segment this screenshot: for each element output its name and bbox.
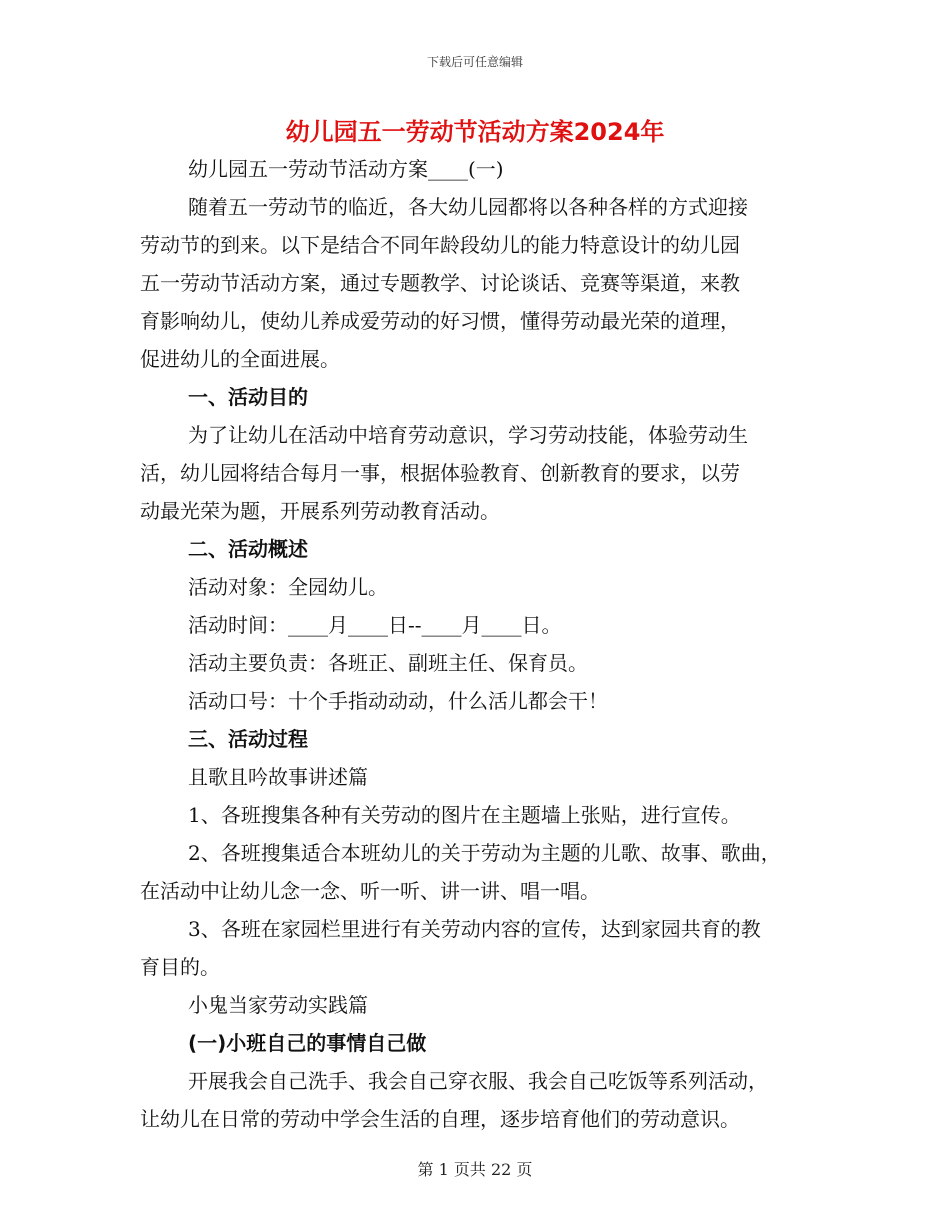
subsection-label: 且歌且吟故事讲述篇 (188, 765, 368, 789)
paragraph-line: 活动主要负责：各班正、副班主任、保育员。 (188, 651, 588, 675)
page-number: 第 1 页共 22 页 (417, 1160, 533, 1179)
section-heading: 一、活动目的 (188, 385, 308, 409)
subsection-heading: (一)小班自己的事情自己做 (188, 1031, 427, 1055)
paragraph-line: 随着五一劳动节的临近，各大幼儿园都将以各种各样的方式迎接 (188, 195, 748, 219)
paragraph-line: 让幼儿在日常的劳动中学会生活的自理，逐步培育他们的劳动意识。 (140, 1107, 740, 1131)
paragraph-line: 活动对象：全园幼儿。 (188, 575, 388, 599)
paragraph-line: 五一劳动节活动方案，通过专题教学、讨论谈话、竞赛等渠道，来教 (140, 271, 740, 295)
paragraph-line: 促进幼儿的全面进展。 (140, 347, 340, 371)
paragraph-line: 劳动节的到来。以下是结合不同年龄段幼儿的能力特意设计的幼儿园 (140, 233, 740, 257)
list-item: 3、各班在家园栏里进行有关劳动内容的宣传，达到家园共育的教 (188, 917, 761, 941)
list-item-continued: 在活动中让幼儿念一念、听一听、讲一讲、唱一唱。 (140, 879, 600, 903)
paragraph-line: 动最光荣为题，开展系列劳动教育活动。 (140, 499, 500, 523)
list-item-continued: 育目的。 (140, 955, 220, 979)
paragraph-line: 开展我会自己洗手、我会自己穿衣服、我会自己吃饭等系列活动， (188, 1069, 768, 1093)
section-heading: 三、活动过程 (188, 727, 308, 751)
header-note: 下载后可任意编辑 (426, 55, 523, 69)
paragraph-line: 活动口号：十个手指动动动，什么活儿都会干！ (188, 689, 608, 713)
subsection-label: 小鬼当家劳动实践篇 (188, 993, 368, 1017)
paragraph-line: 活动时间：____月____日--____月____日。 (188, 613, 562, 637)
section-heading: 二、活动概述 (188, 537, 308, 561)
paragraph-line: 育影响幼儿，使幼儿养成爱劳动的好习惯，懂得劳动最光荣的道理， (140, 309, 740, 333)
document-title: 幼儿园五一劳动节活动方案2024年 (285, 118, 665, 146)
list-item: 2、各班搜集适合本班幼儿的关于劳动为主题的儿歌、故事、歌曲， (188, 841, 781, 865)
paragraph-line: 活，幼儿园将结合每月一事，根据体验教育、创新教育的要求，以劳 (140, 461, 740, 485)
subtitle-line: 幼儿园五一劳动节活动方案____(一) (188, 157, 504, 181)
list-item: 1、各班搜集各种有关劳动的图片在主题墙上张贴，进行宣传。 (188, 803, 741, 827)
paragraph-line: 为了让幼儿在活动中培育劳动意识，学习劳动技能，体验劳动生 (188, 423, 748, 447)
document-body (140, 150, 820, 1138)
